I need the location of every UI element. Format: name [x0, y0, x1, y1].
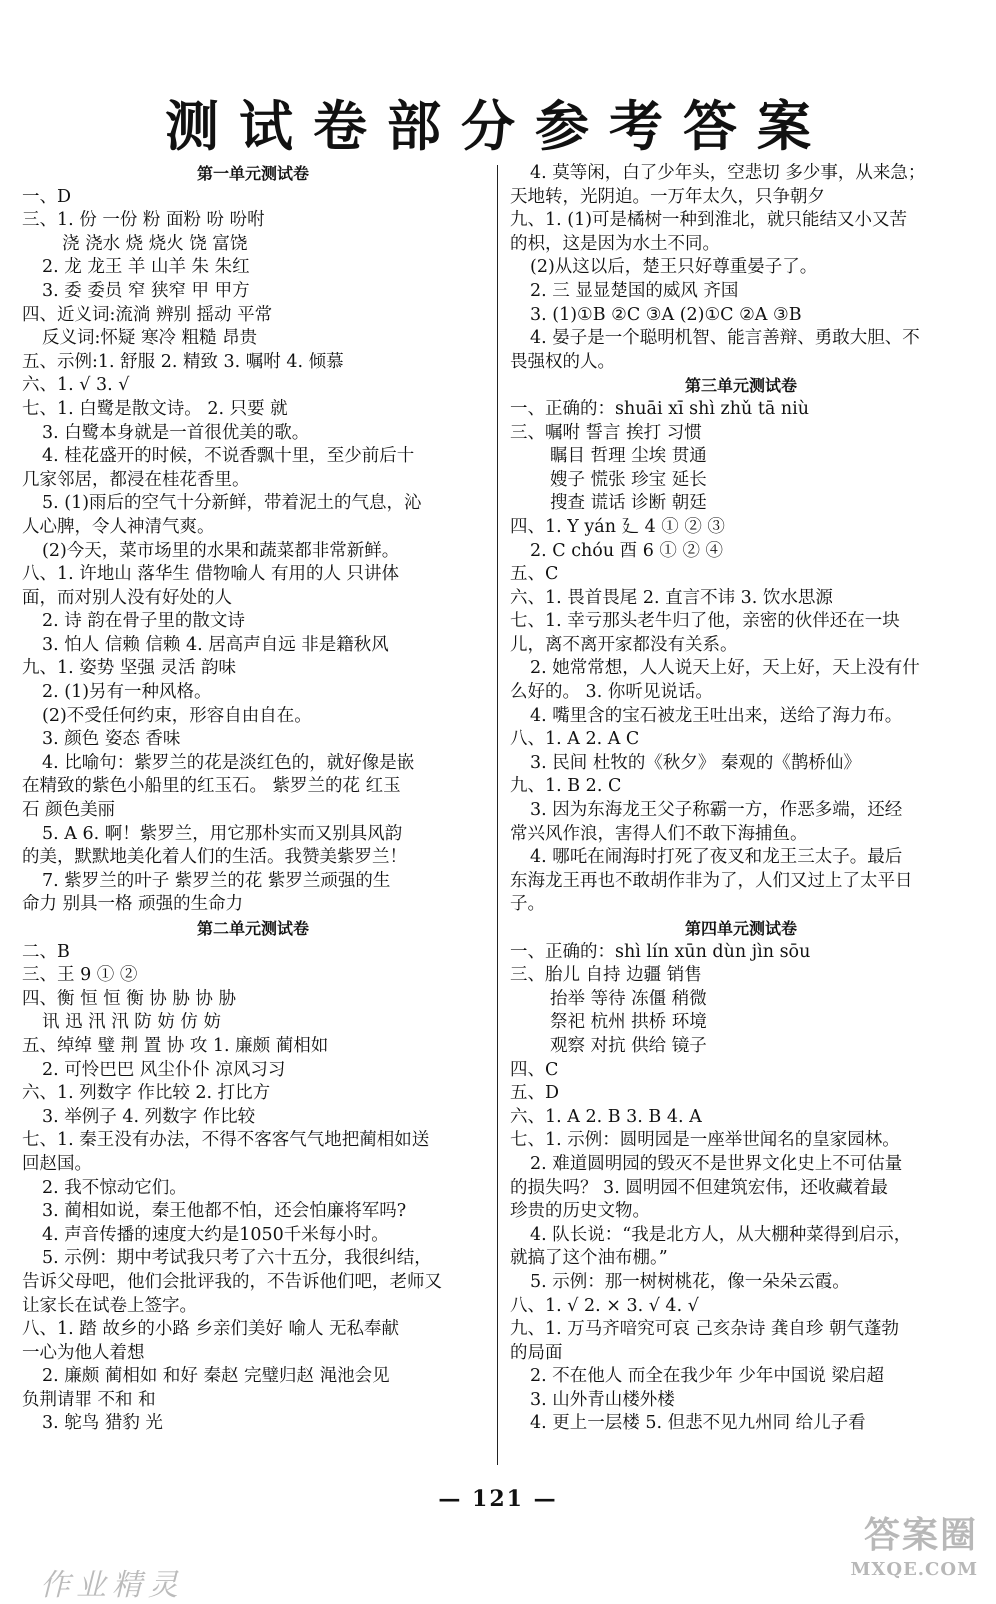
answer-line: 人心脾，令人神清气爽。	[22, 516, 215, 537]
page-title: 测试卷部分参考答案	[165, 94, 831, 158]
answer-line: 八、1. 许地山 落华生 借物喻人 有用的人 只讲体	[22, 564, 400, 585]
answer-line: 2. 廉颇 蔺相如 和好 秦赵 完璧归赵 渑池会见	[42, 1366, 390, 1387]
answer-line: 2. 可怜巴巴 风尘仆仆 凉风习习	[42, 1059, 286, 1080]
answer-line: 2. 三 显显楚国的威风 齐国	[530, 280, 739, 301]
answer-line: 4. 嘴里含的宝石被龙王吐出来，送给了海力布。	[530, 705, 903, 726]
answer-line: 八、1. √ 2. × 3. √ 4. √	[510, 1295, 699, 1316]
answer-line: 石 颜色美丽	[22, 800, 116, 821]
answer-line: 一心为他人着想	[22, 1342, 145, 1363]
answer-line: 2. 不在他人 而全在我少年 少年中国说 梁启超	[530, 1366, 884, 1387]
watermark-logo	[820, 1512, 978, 1592]
answer-line: 五、D	[510, 1083, 560, 1104]
answer-line: 负荆请罪 不和 和	[22, 1389, 156, 1410]
watermark-line1: 答案圈	[863, 1514, 978, 1556]
answer-line: 畏强权的人。	[510, 351, 615, 372]
answer-line: 三、1. 份 一份 粉 面粉 吩 吩咐	[22, 210, 265, 231]
answer-line: 四、近义词:流淌 辨别 摇动 平常	[22, 304, 273, 325]
answer-line: 么好的。 3. 你听见说话。	[510, 682, 713, 703]
section-heading: 第三单元测试卷	[684, 376, 797, 396]
answer-line: 3. (1)①B ②C ③A (2)①C ②A ③B	[530, 304, 802, 325]
answer-line: 九、1. 万马齐喑究可哀 己亥杂诗 龚自珍 朝气蓬勃	[510, 1319, 899, 1340]
answer-line: 几家邻居，都浸在桂花香里。	[22, 469, 250, 490]
answer-line: 儿，离不离开家都没有关系。	[510, 634, 738, 655]
answer-line: 7. 紫罗兰的叶子 紫罗兰的花 紫罗兰顽强的生	[42, 870, 391, 891]
answer-line: 五、示例:1. 舒服 2. 精致 3. 嘱咐 4. 倾慕	[22, 351, 344, 372]
answers-left-column	[22, 162, 484, 1436]
answer-line: 3. 怕人 信赖 信赖 4. 居高声自远 非是籍秋风	[42, 634, 389, 655]
answer-line: 九、1. (1)可是橘树一种到淮北，就只能结又小又苦	[510, 210, 908, 231]
answer-line: 就搞了这个油布棚。”	[510, 1248, 668, 1269]
answer-line: 告诉父母吧，他们会批评我的，不告诉他们吧，老师又	[22, 1271, 442, 1292]
answer-line: 3. 蔺相如说，秦王他都不怕，还会怕廉将军吗?	[42, 1201, 407, 1222]
answer-line: 五、C	[510, 564, 559, 585]
answer-line: 4. 桂花盛开的时候，不说香飘十里，至少前后十	[42, 446, 415, 467]
answer-line: 4. 更上一层楼 5. 但悲不见九州同 给儿子看	[530, 1413, 866, 1434]
answer-line: (2)不受任何约束，形容自由自在。	[42, 705, 312, 726]
answer-line: 八、1. 踏 故乡的小路 乡亲们美好 喻人 无私奉献	[22, 1319, 400, 1340]
answer-line: 观察 对抗 供给 镜子	[550, 1035, 707, 1056]
answer-line: 三、王 9 ① ②	[22, 965, 138, 986]
page-number: — 121 —	[438, 1486, 558, 1512]
answer-line: 3. 因为东海龙王父子称霸一方，作恶多端，还经	[530, 800, 903, 821]
answer-line: 3. 鸵鸟 猎豹 光	[42, 1413, 163, 1434]
answer-line: 三、胎儿 自持 边疆 销售	[510, 965, 702, 986]
answer-line: 四、衡 恒 恒 衡 协 胁 协 胁	[22, 988, 236, 1009]
answer-line: 的枳，这是因为水土不同。	[510, 233, 720, 254]
answer-line: 让家长在试卷上签字。	[22, 1295, 197, 1316]
answer-line: 天地转，光阴迫。一万年太久，只争朝夕	[510, 186, 825, 207]
answer-line: 二、B	[22, 941, 70, 962]
answer-line: 4. 哪吒在闹海时打死了夜叉和龙王三太子。最后	[530, 847, 903, 868]
answer-line: 在精致的紫色小船里的红玉石。 紫罗兰的花 红玉	[22, 776, 401, 797]
watermark-line2: MXQE.COM	[850, 1559, 978, 1580]
answer-line: (2)今天，菜市场里的水果和蔬菜都非常新鲜。	[42, 540, 400, 561]
answer-line: 珍贵的历史文物。	[510, 1201, 650, 1222]
answer-line: 2. 我不惊动它们。	[42, 1177, 187, 1198]
answer-line: 的美，默默地美化着人们的生活。我赞美紫罗兰！	[22, 847, 407, 868]
answer-line: 2. 龙 龙王 羊 山羊 朱 朱红	[42, 257, 250, 278]
answer-line: 5. 示例：那一树树桃花，像一朵朵云霞。	[530, 1271, 850, 1292]
section-heading: 第一单元测试卷	[196, 164, 309, 183]
answer-line: 八、1. A 2. A C	[510, 729, 640, 750]
answer-line: 四、C	[510, 1059, 559, 1080]
answer-line: 面，而对别人没有好处的人	[22, 587, 232, 608]
answer-line: (2)从这以后，楚王只好尊重晏子了。	[530, 257, 818, 278]
answer-line: 3. 山外青山楼外楼	[530, 1389, 675, 1410]
answer-line: 七、1. 幸亏那头老牛归了他，亲密的伙伴还在一块	[510, 611, 900, 632]
section-heading: 第二单元测试卷	[196, 919, 309, 938]
answer-line: 瞩目 哲理 尘埃 贯通	[550, 446, 707, 467]
answer-line: 3. 白鹭本身就是一首很优美的歌。	[42, 422, 310, 443]
answer-line: 3. 举例子 4. 列数字 作比较	[42, 1106, 256, 1127]
answer-line: 的局面	[510, 1342, 563, 1363]
section-heading: 第四单元测试卷	[684, 919, 797, 938]
answer-line: 六、1. 列数字 作比较 2. 打比方	[22, 1083, 271, 1104]
answer-line: 5. A 6. 啊！紫罗兰，用它那朴实而又别具风韵	[42, 823, 403, 844]
answer-line: 六、1. √ 3. √	[22, 375, 130, 396]
answer-line: 4. 队长说：“我是北方人，从大棚种菜得到启示，	[530, 1224, 912, 1245]
answer-line: 常兴风作浪，害得人们不敢下海捕鱼。	[510, 823, 808, 844]
answer-line: 东海龙王再也不敢胡作非为了，人们又过上了太平日	[510, 870, 913, 891]
answer-line: 抬举 等待 冻僵 稍微	[550, 988, 707, 1009]
answer-line: 浇 浇水 烧 烧火 饶 富饶	[62, 233, 248, 254]
answer-line: 九、1. B 2. C	[510, 776, 622, 797]
answer-line: 嫂子 慌张 珍宝 延长	[550, 469, 707, 490]
answer-line: 3. 委 委员 窄 狭窄 甲 甲方	[42, 280, 250, 301]
answer-line: 2. 她常常想，人人说天上好，天上好，天上没有什	[530, 658, 920, 679]
answers-right-column	[510, 162, 972, 1436]
answer-line: 一、正确的：shuāi xī shì zhǔ tā niù	[510, 398, 810, 419]
answer-line: 的损失吗？ 3. 圆明园不但建筑宏伟，还收藏着最	[510, 1177, 888, 1198]
answer-line: 九、1. 姿势 坚强 灵活 韵味	[22, 658, 236, 679]
answer-line: 4. 晏子是一个聪明机智、能言善辩、勇敢大胆、不	[530, 328, 920, 349]
answer-line: 六、1. A 2. B 3. B 4. A	[510, 1106, 702, 1127]
answer-line: 七、1. 白鹭是散文诗。 2. 只要 就	[22, 398, 288, 419]
answer-line: 命力 别具一格 顽强的生命力	[22, 894, 244, 915]
answer-line: 3. 民间 杜牧的《秋夕》 秦观的《鹊桥仙》	[530, 752, 861, 773]
answer-line: 2. 难道圆明园的毁灭不是世界文化史上不可估量	[530, 1153, 903, 1174]
answer-line: 2. C chóu 酉 6 ① ② ④	[530, 540, 724, 561]
answer-line: 一、D	[22, 186, 72, 207]
answer-line: 四、1. Y yán 廴 4 ① ② ③	[510, 516, 725, 537]
answer-line: 五、绰绰 璧 荆 置 协 攻 1. 廉颇 蔺相如	[22, 1035, 329, 1056]
answer-line: 七、1. 秦王没有办法，不得不客客气气地把蔺相如送	[22, 1130, 430, 1151]
answer-line: 3. 颜色 姿态 香味	[42, 729, 181, 750]
footer-logo-text: 作业精灵	[40, 1568, 184, 1603]
answer-line: 4. 莫等闲，白了少年头，空悲切 多少事，从来急；	[530, 163, 926, 183]
answer-line: 讯 迅 汛 汛 防 妨 仿 妨	[42, 1012, 221, 1033]
answer-line: 5. 示例：期中考试我只考了六十五分，我很纠结，	[42, 1248, 432, 1269]
column-divider	[497, 165, 498, 1465]
answer-line: 一、正确的：shì lín xūn dùn jìn sōu	[510, 941, 811, 962]
answer-line: 4. 比喻句：紫罗兰的花是淡红色的，就好像是嵌	[42, 752, 415, 773]
answer-line: 七、1. 示例：圆明园是一座举世闻名的皇家园林。	[510, 1130, 900, 1151]
answer-line: 子。	[510, 894, 545, 915]
answer-line: 三、嘱咐 誓言 挨打 习惯	[510, 422, 702, 443]
answer-line: 反义词:怀疑 寒冷 粗糙 昂贵	[42, 328, 258, 349]
answer-line: 六、1. 畏首畏尾 2. 直言不讳 3. 饮水思源	[510, 587, 833, 608]
answer-line: 回赵国。	[22, 1153, 92, 1174]
answer-line: 2. (1)另有一种风格。	[42, 682, 212, 703]
answer-line: 4. 声音传播的速度大约是1050千米每小时。	[42, 1224, 389, 1245]
answer-line: 2. 诗 韵在骨子里的散文诗	[42, 611, 245, 632]
answer-line: 祭祀 杭州 拱桥 环境	[550, 1012, 707, 1033]
answer-line: 5. (1)雨后的空气十分新鲜，带着泥土的气息，沁	[42, 493, 422, 514]
answer-line: 搜查 谎话 诊断 朝廷	[550, 493, 707, 514]
